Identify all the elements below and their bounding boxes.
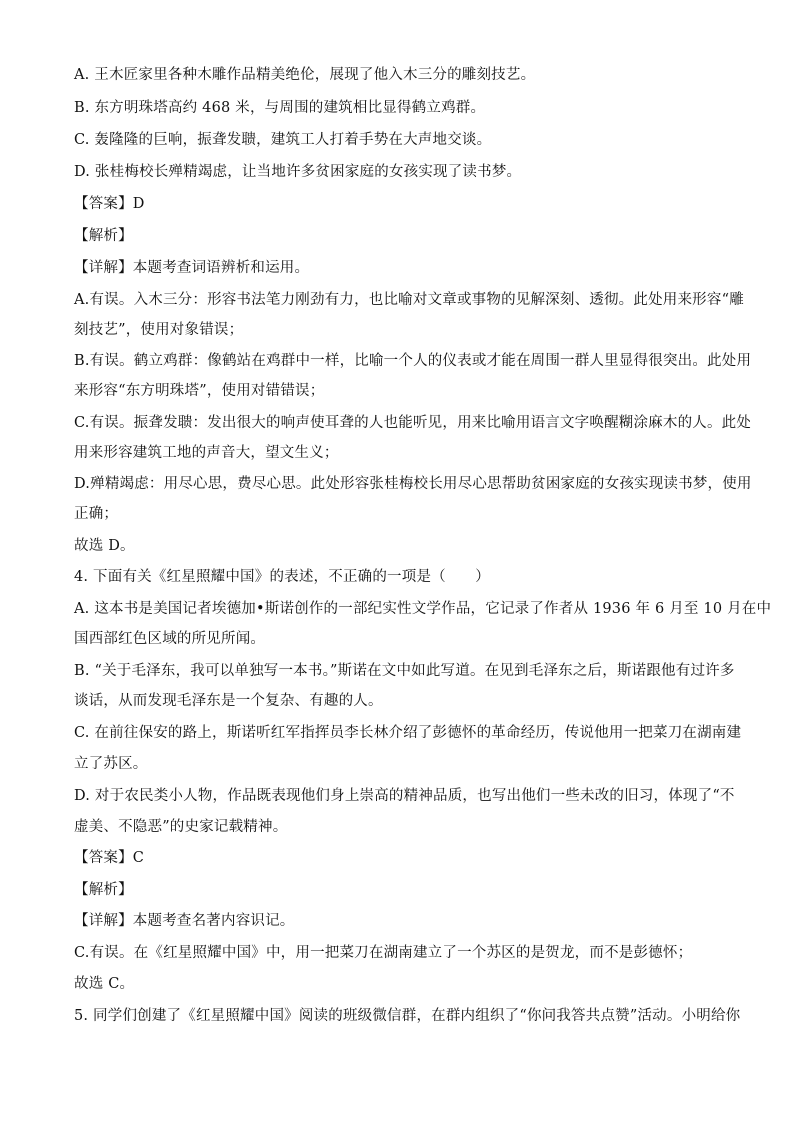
explanation-c-line-1: C.有误。振聋发聩：发出很大的响声使耳聋的人也能听见，用来比喻用语言文字唤醒糊涂麻木的人。此处	[74, 415, 752, 431]
option-c-line: C. 轰隆隆的巨响，振聋发聩，建筑工人打着手势在大声地交谈。	[74, 132, 492, 148]
q4-option-b-line-1: B. “关于毛泽东，我可以单独写一本书。”斯诺在文中如此写道。在见到毛泽东之后，斯诺跟他有过许多	[74, 663, 735, 679]
q4-option-a-line-1: A. 这本书是美国记者埃德加•斯诺创作的一部纪实性文学作品，它记录了作者从 1936 年 6 月至 10 月在中	[74, 601, 772, 617]
q4-option-c-line-2: 立了苏区。	[74, 756, 148, 772]
q4-detail-line: 【详解】本题考查名著内容识记。	[74, 913, 295, 929]
explanation-d-line-1: D.殚精竭虑：用尽心思，费尽心思。此处形容张桂梅校长用尽心思帮助贫困家庭的女孩实现读书梦，使用	[74, 476, 752, 492]
explanation-c-line-2: 用来形容建筑工地的声音大，望文生义；	[74, 445, 339, 461]
choose-line: 故选 D。	[74, 538, 135, 554]
explanation-a-line-2: 刻技艺”，使用对象错误；	[74, 322, 244, 338]
explanation-a-line-1: A.有误。入木三分：形容书法笔力刚劲有力，也比喻对文章或事物的见解深刻、透彻。此处用来形容“雕	[74, 292, 744, 308]
analysis-label: 【解析】	[74, 228, 133, 244]
q4-option-d-line-1: D. 对于农民类小人物，作品既表现他们身上崇高的精神品质，也写出他们一些未改的旧习，体现了“不	[74, 788, 735, 804]
q4-option-c-line-1: C. 在前往保安的路上，斯诺听红军指挥员李长林介绍了彭德怀的革命经历，传说他用一把菜刀在湖南建	[74, 725, 742, 741]
answer-label: 【答案】D	[74, 196, 145, 212]
q4-option-d-line-2: 虚美、不隐恶”的史家记载精神。	[74, 819, 288, 835]
option-a-line: A. 王木匠家里各种木雕作品精美绝伦，展现了他入木三分的雕刻技艺。	[74, 67, 536, 83]
q4-option-b-line-2: 谈话，从而发现毛泽东是一个复杂、有趣的人。	[74, 693, 383, 709]
q4-answer-label: 【答案】C	[74, 850, 145, 866]
q4-analysis-label: 【解析】	[74, 882, 133, 898]
q4-option-a-line-2: 国西部红色区域的所见所闻。	[74, 631, 266, 647]
question-4-stem: 4. 下面有关《红星照耀中国》的表述，不正确的一项是（ ）	[74, 569, 490, 585]
explanation-b-line-1: B.有误。鹤立鸡群：像鹤站在鸡群中一样，比喻一个人的仪表或才能在周围一群人里显得很突出。此处用	[74, 353, 752, 369]
q4-choose-line: 故选 C。	[74, 976, 135, 992]
explanation-b-line-2: 来形容“东方明珠塔”，使用对错错误；	[74, 383, 325, 399]
question-5-stem: 5. 同学们创建了《红星照耀中国》阅读的班级微信群，在群内组织了“你问我答共点赞”活动。小明给你	[74, 1008, 741, 1024]
explanation-d-line-2: 正确；	[74, 506, 119, 522]
option-b-line: B. 东方明珠塔高约 468 米，与周围的建筑相比显得鹤立鸡群。	[74, 100, 486, 116]
detail-line: 【详解】本题考查词语辨析和运用。	[74, 260, 310, 276]
option-d-line: D. 张桂梅校长殚精竭虑，让当地许多贫困家庭的女孩实现了读书梦。	[74, 164, 522, 180]
q4-explanation-line: C.有误。在《红星照耀中国》中，用一把菜刀在湖南建立了一个苏区的是贺龙，而不是彭德怀；	[74, 945, 693, 961]
